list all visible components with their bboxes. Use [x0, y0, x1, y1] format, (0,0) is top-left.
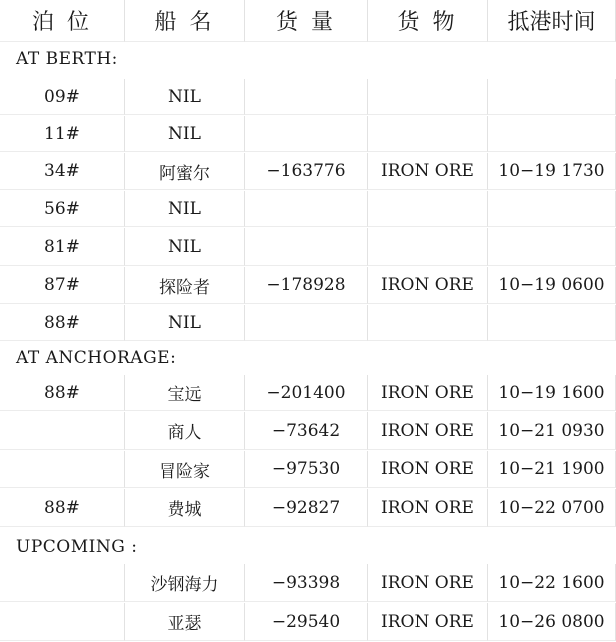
table-row: [0, 191, 616, 227]
eta-cell: [488, 116, 616, 152]
eta-cell: [488, 228, 616, 266]
table-row: [0, 305, 616, 341]
section-at-berth: AT BERTH:: [16, 49, 118, 69]
quantity-cell: −29540: [245, 603, 368, 641]
header-berth: 泊 位: [0, 0, 125, 42]
berth-cell: [0, 451, 125, 488]
eta-cell: 10−19 1600: [488, 375, 616, 411]
berth-cell: 34#: [0, 153, 125, 190]
vessel-cell: NIL: [125, 228, 245, 266]
berth-cell: 81#: [0, 228, 125, 266]
vessel-cell: 冒险家: [125, 451, 245, 488]
section-upcoming: UPCOMING :: [16, 537, 138, 557]
table-row: [0, 412, 616, 450]
quantity-cell: −97530: [245, 451, 368, 488]
quantity-cell: −93398: [245, 564, 368, 602]
eta-cell: 10−21 0930: [488, 412, 616, 450]
vessel-cell: 宝远: [125, 375, 245, 411]
eta-cell: 10−19 1730: [488, 153, 616, 190]
quantity-cell: −178928: [245, 267, 368, 304]
berth-cell: 09#: [0, 79, 125, 115]
berth-cell: 56#: [0, 191, 125, 227]
table-row: [0, 79, 616, 115]
cargo-cell: IRON ORE: [368, 375, 488, 411]
table-row: [0, 564, 616, 602]
berth-cell: 87#: [0, 267, 125, 304]
vessel-cell: 阿蜜尔: [125, 153, 245, 190]
header-cargo: 货 物: [368, 0, 488, 42]
vessel-cell: NIL: [125, 79, 245, 115]
eta-cell: 10−26 0800: [488, 603, 616, 641]
vessel-cell: NIL: [125, 191, 245, 227]
quantity-cell: [245, 191, 368, 227]
eta-cell: [488, 305, 616, 341]
cargo-cell: [368, 228, 488, 266]
cargo-cell: IRON ORE: [368, 564, 488, 602]
vessel-cell: NIL: [125, 116, 245, 152]
header-eta: 抵港时间: [488, 0, 616, 42]
table-row: [0, 375, 616, 411]
header-vessel: 船 名: [125, 0, 245, 42]
berth-cell: [0, 564, 125, 602]
cargo-cell: [368, 305, 488, 341]
vessel-cell: 亚瑟: [125, 603, 245, 641]
cargo-cell: [368, 191, 488, 227]
vessel-cell: 费城: [125, 489, 245, 527]
vessel-cell: 探险者: [125, 267, 245, 304]
cargo-cell: IRON ORE: [368, 451, 488, 488]
eta-cell: 10−21 1900: [488, 451, 616, 488]
table-row: [0, 153, 616, 190]
quantity-cell: [245, 79, 368, 115]
eta-cell: [488, 191, 616, 227]
cargo-cell: [368, 116, 488, 152]
table-row: [0, 228, 616, 266]
berth-cell: 11#: [0, 116, 125, 152]
eta-cell: 10−22 0700: [488, 489, 616, 527]
cargo-cell: IRON ORE: [368, 489, 488, 527]
header-row: [0, 0, 616, 42]
quantity-cell: [245, 228, 368, 266]
quantity-cell: −92827: [245, 489, 368, 527]
table-row: [0, 603, 616, 641]
berth-cell: 88#: [0, 375, 125, 411]
eta-cell: [488, 79, 616, 115]
quantity-cell: [245, 116, 368, 152]
eta-cell: 10−19 0600: [488, 267, 616, 304]
table-row: [0, 116, 616, 152]
berth-cell: 88#: [0, 489, 125, 527]
vessel-cell: NIL: [125, 305, 245, 341]
table-row: [0, 451, 616, 488]
vessel-cell: 商人: [125, 412, 245, 450]
cargo-cell: IRON ORE: [368, 153, 488, 190]
section-at-anchorage: AT ANCHORAGE:: [16, 348, 177, 368]
quantity-cell: −73642: [245, 412, 368, 450]
quantity-cell: [245, 305, 368, 341]
quantity-cell: −201400: [245, 375, 368, 411]
quantity-cell: −163776: [245, 153, 368, 190]
cargo-cell: [368, 79, 488, 115]
berth-cell: [0, 603, 125, 641]
cargo-cell: IRON ORE: [368, 267, 488, 304]
berth-cell: 88#: [0, 305, 125, 341]
cargo-cell: IRON ORE: [368, 412, 488, 450]
berth-cell: [0, 412, 125, 450]
vessel-cell: 沙钢海力: [125, 564, 245, 602]
table-row: [0, 267, 616, 304]
eta-cell: 10−22 1600: [488, 564, 616, 602]
table-row: [0, 489, 616, 527]
cargo-cell: IRON ORE: [368, 603, 488, 641]
header-quantity: 货 量: [245, 0, 368, 42]
